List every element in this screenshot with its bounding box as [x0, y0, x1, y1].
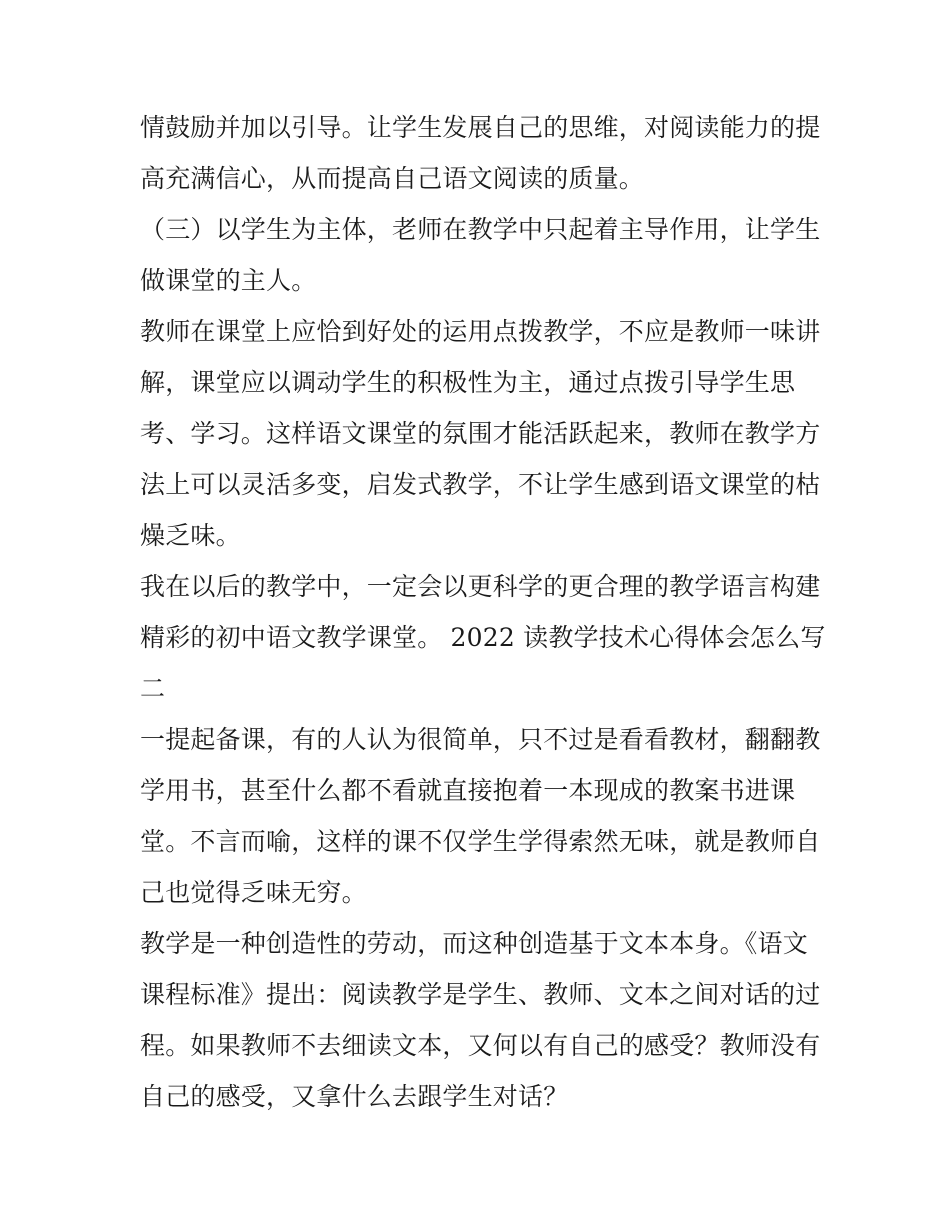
text-line: 学用书，甚至什么都不看就直接抱着一本现成的教案书进课: [140, 776, 796, 805]
text-line: （三）以学生为主体，老师在教学中只起着主导作用，让学生: [140, 215, 821, 244]
text-line: 教学是一种创造性的劳动，而这种创造基于文本本身。《语文: [140, 929, 808, 958]
text-line: 考、学习。这样语文课堂的氛围才能活跃起来，教师在教学方: [140, 419, 821, 448]
text-line: 我在以后的教学中，一定会以更科学的更合理的教学语言构建: [140, 572, 821, 601]
text-line: 高充满信心，从而提高自己语文阅读的质量。: [140, 164, 645, 193]
text-line: 课程标准》提出：阅读教学是学生、教师、文本之间对话的过: [140, 980, 821, 1009]
text-line: 做课堂的主人。: [140, 266, 317, 295]
text-line: 一提起备课，有的人认为很简单，只不过是看看教材，翻翻教: [140, 725, 821, 754]
text-line: 教师在课堂上应恰到好处的运用点拨教学，不应是教师一味讲: [140, 317, 821, 346]
text-line: 自己的感受，又拿什么去跟学生对话？: [140, 1082, 569, 1111]
text-line: 己也觉得乏味无穷。: [140, 878, 367, 907]
text-line: 二: [140, 674, 166, 703]
text-line: 解，课堂应以调动学生的积极性为主，通过点拨引导学生思: [140, 368, 796, 397]
text-line: 精彩的初中语文教学课堂。 2022 读教学技术心得体会怎么写: [140, 623, 826, 652]
document-body: [140, 102, 826, 1122]
text-line: 程。如果教师不去细读文本，又何以有自己的感受？教师没有: [140, 1031, 821, 1060]
text-line: 情鼓励并加以引导。让学生发展自己的思维，对阅读能力的提: [140, 113, 821, 142]
text-line: 堂。不言而喻，这样的课不仅学生学得索然无味，就是教师自: [140, 827, 821, 856]
text-line: 燥乏味。: [140, 521, 241, 550]
text-line: 法上可以灵活多变，启发式教学，不让学生感到语文课堂的枯: [140, 470, 821, 499]
